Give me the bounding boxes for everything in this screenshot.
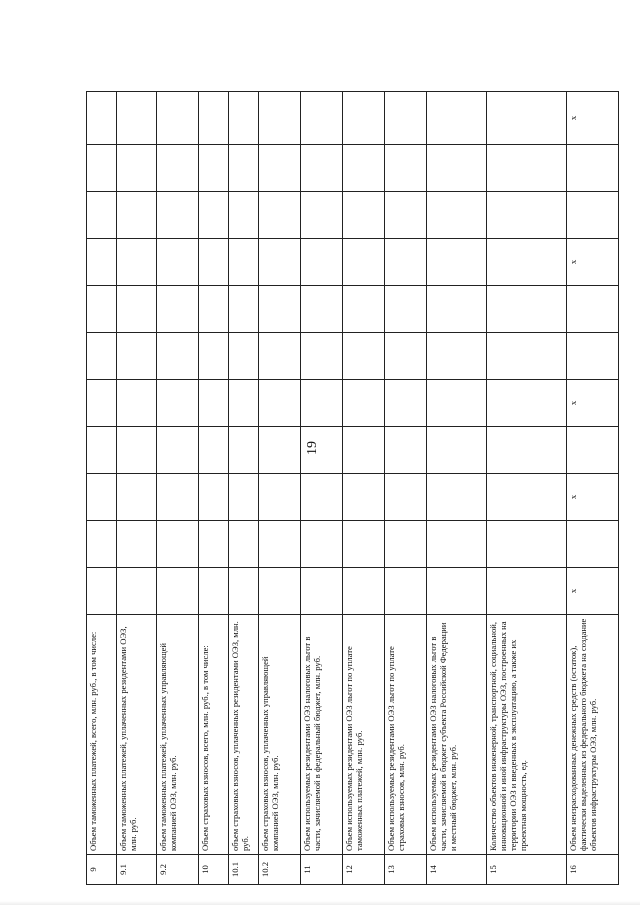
value-cell: [301, 521, 343, 568]
value-cell: [157, 192, 199, 239]
value-cell: [427, 239, 487, 286]
value-cell: [229, 521, 259, 568]
value-cell: [487, 145, 567, 192]
value-cell: x: [567, 474, 619, 521]
value-cell: [385, 286, 427, 333]
value-cell: [87, 192, 117, 239]
value-cell: [385, 380, 427, 427]
value-cell: [301, 192, 343, 239]
value-cell: [157, 145, 199, 192]
value-cell: [259, 474, 301, 521]
value-cell: [385, 521, 427, 568]
value-cell: [343, 239, 385, 286]
value-cell: [229, 145, 259, 192]
row-number: 10: [199, 855, 229, 885]
value-cell: [117, 239, 157, 286]
value-cell: [567, 145, 619, 192]
value-cell: [259, 521, 301, 568]
row-number: 9.2: [157, 855, 199, 885]
value-cell: [117, 145, 157, 192]
value-cell: [301, 568, 343, 615]
value-cell: [385, 427, 427, 474]
value-cell: [427, 521, 487, 568]
value-cell: [385, 239, 427, 286]
value-cell: [487, 521, 567, 568]
table-row: [259, 92, 301, 885]
value-cell: [385, 92, 427, 145]
row-number: 10.1: [229, 855, 259, 885]
value-cell: [229, 239, 259, 286]
page-number: 19: [305, 441, 320, 455]
value-cell: [259, 568, 301, 615]
table-row: [343, 92, 385, 885]
value-cell: [487, 380, 567, 427]
value-cell: [157, 568, 199, 615]
value-cell: [199, 145, 229, 192]
value-cell: [157, 427, 199, 474]
value-cell: [427, 92, 487, 145]
value-cell: [567, 333, 619, 380]
value-cell: [87, 92, 117, 145]
row-number: 11: [301, 855, 343, 885]
value-cell: [117, 192, 157, 239]
value-cell: [487, 239, 567, 286]
value-cell: [385, 333, 427, 380]
value-cell: [343, 192, 385, 239]
value-cell: [385, 145, 427, 192]
value-cell: [157, 92, 199, 145]
table-row: [427, 92, 487, 885]
table-row: [301, 92, 343, 885]
row-number: 16: [567, 855, 619, 885]
value-cell: [259, 427, 301, 474]
value-cell: [427, 568, 487, 615]
value-cell: [229, 568, 259, 615]
value-cell: [487, 427, 567, 474]
value-cell: [343, 474, 385, 521]
value-cell: [487, 286, 567, 333]
value-cell: [229, 192, 259, 239]
value-cell: [199, 474, 229, 521]
value-cell: [87, 380, 117, 427]
value-cell: [87, 568, 117, 615]
value-cell: [301, 92, 343, 145]
value-cell: [343, 521, 385, 568]
row-number: 13: [385, 855, 427, 885]
row-description: объем страховых взносов, уплаченных резидентами ОЭЗ, млн. руб.: [229, 615, 259, 855]
table-row: [229, 92, 259, 885]
value-cell: [301, 145, 343, 192]
value-cell: [157, 474, 199, 521]
value-cell: [427, 192, 487, 239]
value-cell: [157, 380, 199, 427]
table-row: [157, 92, 199, 885]
value-cell: [487, 568, 567, 615]
value-cell: [259, 92, 301, 145]
value-cell: [87, 286, 117, 333]
value-cell: [567, 521, 619, 568]
row-number: 9.1: [117, 855, 157, 885]
row-description: Объем таможенных платежей, всего, млн. руб., в том числе:: [87, 615, 117, 855]
value-cell: [199, 192, 229, 239]
value-cell: x: [567, 92, 619, 145]
value-cell: [117, 286, 157, 333]
value-cell: [199, 568, 229, 615]
value-cell: [259, 192, 301, 239]
value-cell: [343, 427, 385, 474]
value-cell: [229, 474, 259, 521]
value-cell: [301, 427, 343, 474]
value-cell: [343, 92, 385, 145]
value-cell: [199, 380, 229, 427]
value-cell: [343, 380, 385, 427]
value-cell: x: [567, 568, 619, 615]
row-number: 12: [343, 855, 385, 885]
table-row: [117, 92, 157, 885]
value-cell: [157, 286, 199, 333]
value-cell: [259, 380, 301, 427]
row-number: 15: [487, 855, 567, 885]
value-cell: [567, 192, 619, 239]
row-number: 10.2: [259, 855, 301, 885]
value-cell: [229, 333, 259, 380]
row-description: Количество объектов инженерной, транспортной, социальной, инновационной и иной инфраструктуры ОЭЗ, построенных на территории ОЭЗ и введенных в эксплуатацию, а также их проектная мощность, ед.: [487, 615, 567, 855]
row-description: Объем используемых резидентами ОЭЗ льгот по уплате таможенных платежей, млн. руб.: [343, 615, 385, 855]
value-cell: [117, 568, 157, 615]
indicators-table-rotated: [86, 93, 598, 885]
row-description: объем страховых взносов, уплаченных управляющей компанией ОЭЗ, млн. руб.: [259, 615, 301, 855]
value-cell: [199, 239, 229, 286]
value-cell: [87, 333, 117, 380]
value-cell: [157, 239, 199, 286]
value-cell: [385, 192, 427, 239]
value-cell: [229, 380, 259, 427]
value-cell: [117, 92, 157, 145]
value-cell: [427, 145, 487, 192]
value-cell: [259, 145, 301, 192]
value-cell: [259, 333, 301, 380]
value-cell: [567, 427, 619, 474]
row-number: 9: [87, 855, 117, 885]
value-cell: x: [567, 380, 619, 427]
value-cell: [301, 474, 343, 521]
row-description: Объем используемых резидентами ОЭЗ налоговых льгот в части, зачисляемой в бюджет субъекта Российской Федерации и местный бюджет, млн. руб.: [427, 615, 487, 855]
value-cell: [301, 333, 343, 380]
value-cell: [117, 474, 157, 521]
value-cell: [259, 286, 301, 333]
value-cell: [487, 92, 567, 145]
value-cell: [385, 568, 427, 615]
value-cell: [117, 427, 157, 474]
value-cell: [87, 239, 117, 286]
value-cell: [117, 380, 157, 427]
value-cell: [427, 474, 487, 521]
value-cell: [427, 380, 487, 427]
table-row: [385, 92, 427, 885]
value-cell: [343, 145, 385, 192]
indicators-table: [86, 91, 619, 885]
value-cell: [157, 521, 199, 568]
table-row: [199, 92, 229, 885]
value-cell: [487, 474, 567, 521]
value-cell: [301, 286, 343, 333]
value-cell: [343, 333, 385, 380]
value-cell: [487, 192, 567, 239]
value-cell: x: [567, 239, 619, 286]
row-description: объем таможенных платежей, уплаченных управляющей компанией ОЭЗ, млн. руб.: [157, 615, 199, 855]
value-cell: [301, 239, 343, 286]
table-row: [567, 92, 619, 885]
value-cell: [199, 427, 229, 474]
value-cell: [229, 92, 259, 145]
value-cell: [87, 474, 117, 521]
value-cell: [157, 333, 199, 380]
row-description: объем таможенных платежей, уплаченных резидентами ОЭЗ, млн. руб.: [117, 615, 157, 855]
value-cell: [199, 286, 229, 333]
value-cell: [117, 521, 157, 568]
value-cell: [427, 286, 487, 333]
value-cell: [229, 286, 259, 333]
value-cell: [87, 521, 117, 568]
row-description: Объем используемых резидентами ОЭЗ налоговых льгот в части, зачисляемой в федеральный бюджет, млн. руб.: [301, 615, 343, 855]
value-cell: [117, 333, 157, 380]
table-row: [487, 92, 567, 885]
value-cell: [487, 333, 567, 380]
value-cell: [87, 427, 117, 474]
value-cell: [301, 380, 343, 427]
value-cell: [385, 474, 427, 521]
value-cell: [427, 333, 487, 380]
row-description: Объем неизрасходованных денежных средств (остаток), фактически выделенных из федерального бюджета на создание объектов инфраструктуры ОЭЗ, млн. руб.: [567, 615, 619, 855]
value-cell: [199, 92, 229, 145]
value-cell: [199, 521, 229, 568]
value-cell: [567, 286, 619, 333]
value-cell: [87, 145, 117, 192]
row-description: Объем используемых резидентами ОЭЗ льгот по уплате страховых взносов, млн. руб.: [385, 615, 427, 855]
value-cell: [259, 239, 301, 286]
row-description: Объем страховых взносов, всего, млн. руб., в том числе:: [199, 615, 229, 855]
value-cell: [199, 333, 229, 380]
value-cell: [343, 568, 385, 615]
value-cell: [229, 427, 259, 474]
scan-edge: [0, 901, 640, 905]
table-row: [87, 92, 117, 885]
row-number: 14: [427, 855, 487, 885]
value-cell: [343, 286, 385, 333]
value-cell: [427, 427, 487, 474]
